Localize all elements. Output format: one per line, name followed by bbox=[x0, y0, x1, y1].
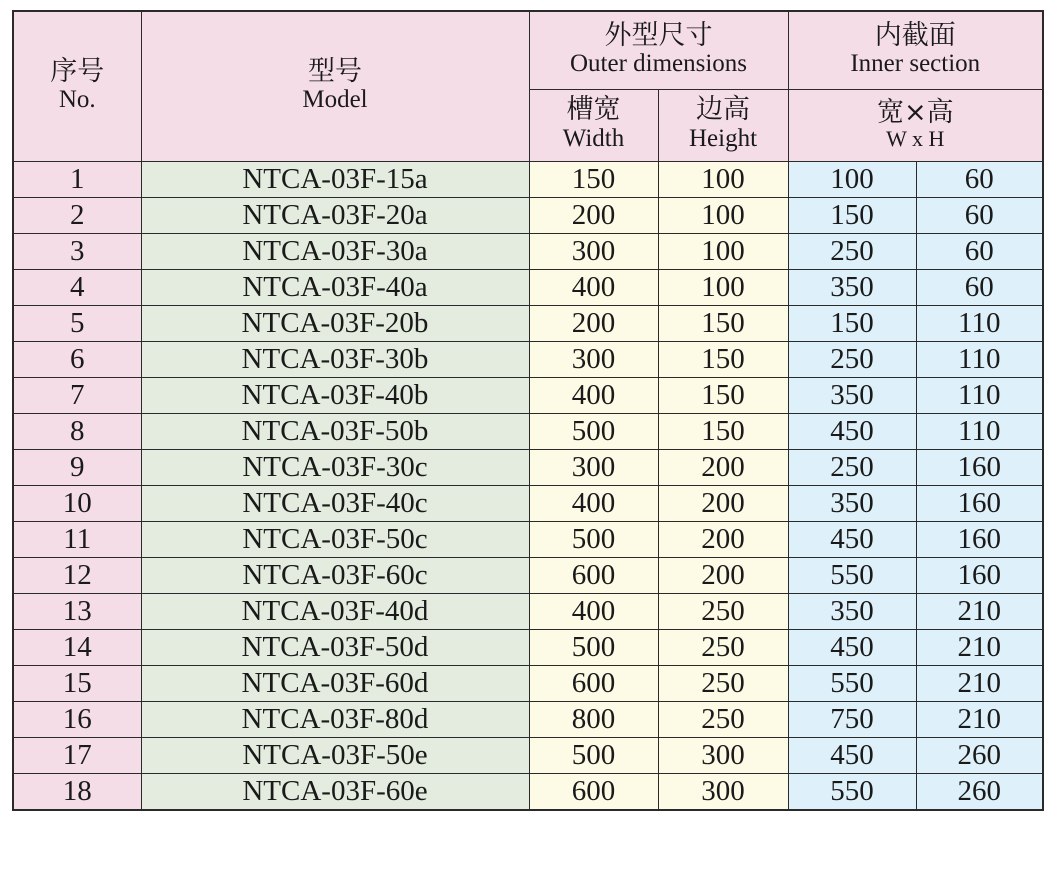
row-height-cell: 200 bbox=[658, 449, 788, 485]
row-inner-height-cell: 110 bbox=[916, 413, 1043, 449]
table-row bbox=[13, 197, 1043, 233]
row-inner-height-cell: 60 bbox=[916, 233, 1043, 269]
row-inner-width-cell: 550 bbox=[788, 773, 916, 810]
row-model-cell: NTCA-03F-15a bbox=[141, 161, 529, 197]
row-no-cell: 5 bbox=[13, 305, 141, 341]
row-inner-width-cell: 250 bbox=[788, 233, 916, 269]
table-body bbox=[13, 11, 1043, 810]
row-width-cell: 200 bbox=[529, 305, 658, 341]
table-row bbox=[13, 665, 1043, 701]
row-width-cell: 600 bbox=[529, 557, 658, 593]
header-inner-zh: 内截面 bbox=[874, 19, 956, 51]
row-model-cell: NTCA-03F-60d bbox=[141, 665, 529, 701]
table-row bbox=[13, 773, 1043, 810]
header-outer-cell bbox=[529, 11, 788, 89]
table-row bbox=[13, 521, 1043, 557]
table-row bbox=[13, 341, 1043, 377]
row-model-cell: NTCA-03F-40b bbox=[141, 377, 529, 413]
header-no-en: No. bbox=[58, 86, 96, 114]
row-inner-width-cell: 350 bbox=[788, 377, 916, 413]
row-inner-width-cell: 450 bbox=[788, 521, 916, 557]
row-no-cell: 3 bbox=[13, 233, 141, 269]
row-inner-height-cell: 210 bbox=[916, 701, 1043, 737]
row-inner-height-cell: 260 bbox=[916, 737, 1043, 773]
row-height-cell: 250 bbox=[658, 629, 788, 665]
row-height-cell: 100 bbox=[658, 233, 788, 269]
row-inner-height-cell: 110 bbox=[916, 341, 1043, 377]
row-height-cell: 250 bbox=[658, 593, 788, 629]
row-inner-width-cell: 550 bbox=[788, 665, 916, 701]
row-inner-width-cell: 450 bbox=[788, 413, 916, 449]
table-row bbox=[13, 449, 1043, 485]
row-no-cell: 4 bbox=[13, 269, 141, 305]
row-inner-width-cell: 350 bbox=[788, 593, 916, 629]
table-row bbox=[13, 629, 1043, 665]
row-width-cell: 600 bbox=[529, 773, 658, 810]
row-width-cell: 400 bbox=[529, 269, 658, 305]
row-inner-height-cell: 60 bbox=[916, 161, 1043, 197]
row-width-cell: 300 bbox=[529, 341, 658, 377]
header-no-zh: 序号 bbox=[50, 55, 105, 87]
row-inner-width-cell: 250 bbox=[788, 341, 916, 377]
row-no-cell: 9 bbox=[13, 449, 141, 485]
row-width-cell: 800 bbox=[529, 701, 658, 737]
row-no-cell: 10 bbox=[13, 485, 141, 521]
row-height-cell: 100 bbox=[658, 161, 788, 197]
row-width-cell: 200 bbox=[529, 197, 658, 233]
header-wh-cell bbox=[788, 89, 1043, 161]
header-inner-en: Inner section bbox=[850, 50, 981, 78]
row-model-cell: NTCA-03F-50b bbox=[141, 413, 529, 449]
row-inner-height-cell: 260 bbox=[916, 773, 1043, 810]
row-no-cell: 7 bbox=[13, 377, 141, 413]
header-row bbox=[13, 11, 1043, 89]
header-outer-en: Outer dimensions bbox=[569, 50, 748, 78]
header-model-en: Model bbox=[302, 86, 368, 114]
row-width-cell: 400 bbox=[529, 377, 658, 413]
table-row bbox=[13, 233, 1043, 269]
row-width-cell: 300 bbox=[529, 233, 658, 269]
row-inner-height-cell: 160 bbox=[916, 521, 1043, 557]
header-wh-zh: 宽×高 bbox=[876, 96, 954, 128]
row-model-cell: NTCA-03F-30b bbox=[141, 341, 529, 377]
table-row bbox=[13, 701, 1043, 737]
row-width-cell: 600 bbox=[529, 665, 658, 701]
row-inner-width-cell: 550 bbox=[788, 557, 916, 593]
row-model-cell: NTCA-03F-80d bbox=[141, 701, 529, 737]
row-inner-width-cell: 150 bbox=[788, 197, 916, 233]
row-height-cell: 250 bbox=[658, 665, 788, 701]
row-model-cell: NTCA-03F-20a bbox=[141, 197, 529, 233]
row-no-cell: 12 bbox=[13, 557, 141, 593]
row-width-cell: 400 bbox=[529, 485, 658, 521]
row-model-cell: NTCA-03F-40c bbox=[141, 485, 529, 521]
row-width-cell: 500 bbox=[529, 521, 658, 557]
row-no-cell: 15 bbox=[13, 665, 141, 701]
row-inner-height-cell: 210 bbox=[916, 593, 1043, 629]
row-inner-width-cell: 750 bbox=[788, 701, 916, 737]
row-model-cell: NTCA-03F-60c bbox=[141, 557, 529, 593]
row-height-cell: 250 bbox=[658, 701, 788, 737]
row-no-cell: 11 bbox=[13, 521, 141, 557]
row-inner-height-cell: 160 bbox=[916, 485, 1043, 521]
row-inner-height-cell: 160 bbox=[916, 557, 1043, 593]
row-height-cell: 150 bbox=[658, 377, 788, 413]
row-no-cell: 1 bbox=[13, 161, 141, 197]
header-inner-cell bbox=[788, 11, 1043, 89]
row-inner-height-cell: 210 bbox=[916, 629, 1043, 665]
row-no-cell: 16 bbox=[13, 701, 141, 737]
row-height-cell: 100 bbox=[658, 197, 788, 233]
row-inner-width-cell: 150 bbox=[788, 305, 916, 341]
row-height-cell: 100 bbox=[658, 269, 788, 305]
row-inner-width-cell: 250 bbox=[788, 449, 916, 485]
row-height-cell: 300 bbox=[658, 737, 788, 773]
header-width-cell bbox=[529, 89, 658, 161]
table-row bbox=[13, 593, 1043, 629]
row-height-cell: 200 bbox=[658, 485, 788, 521]
row-width-cell: 400 bbox=[529, 593, 658, 629]
header-height-zh: 边高 bbox=[696, 94, 750, 126]
row-model-cell: NTCA-03F-40a bbox=[141, 269, 529, 305]
row-model-cell: NTCA-03F-30c bbox=[141, 449, 529, 485]
row-no-cell: 6 bbox=[13, 341, 141, 377]
header-outer-zh: 外型尺寸 bbox=[604, 19, 713, 51]
row-inner-width-cell: 350 bbox=[788, 269, 916, 305]
row-model-cell: NTCA-03F-60e bbox=[141, 773, 529, 810]
table-row bbox=[13, 557, 1043, 593]
row-no-cell: 14 bbox=[13, 629, 141, 665]
row-inner-height-cell: 110 bbox=[916, 377, 1043, 413]
header-model-zh: 型号 bbox=[308, 55, 362, 87]
row-model-cell: NTCA-03F-40d bbox=[141, 593, 529, 629]
row-height-cell: 150 bbox=[658, 305, 788, 341]
table-row bbox=[13, 161, 1043, 197]
row-no-cell: 2 bbox=[13, 197, 141, 233]
row-width-cell: 150 bbox=[529, 161, 658, 197]
row-model-cell: NTCA-03F-50d bbox=[141, 629, 529, 665]
header-no-cell bbox=[13, 11, 141, 161]
row-inner-height-cell: 210 bbox=[916, 665, 1043, 701]
row-model-cell: NTCA-03F-50c bbox=[141, 521, 529, 557]
row-height-cell: 150 bbox=[658, 341, 788, 377]
row-width-cell: 500 bbox=[529, 737, 658, 773]
header-wh-en: W x H bbox=[886, 126, 945, 152]
header-model-cell bbox=[141, 11, 529, 161]
header-width-zh: 槽宽 bbox=[566, 94, 621, 126]
header-height-cell bbox=[658, 89, 788, 161]
table-row bbox=[13, 269, 1043, 305]
row-inner-width-cell: 450 bbox=[788, 737, 916, 773]
row-no-cell: 13 bbox=[13, 593, 141, 629]
table-row bbox=[13, 485, 1043, 521]
header-width-en: Width bbox=[562, 124, 625, 152]
table-row bbox=[13, 305, 1043, 341]
row-width-cell: 500 bbox=[529, 629, 658, 665]
row-height-cell: 200 bbox=[658, 557, 788, 593]
row-model-cell: NTCA-03F-50e bbox=[141, 737, 529, 773]
row-height-cell: 300 bbox=[658, 773, 788, 810]
row-no-cell: 17 bbox=[13, 737, 141, 773]
row-no-cell: 8 bbox=[13, 413, 141, 449]
spec-table bbox=[12, 10, 1044, 811]
table-row bbox=[13, 737, 1043, 773]
row-inner-height-cell: 110 bbox=[916, 305, 1043, 341]
table-row bbox=[13, 377, 1043, 413]
row-height-cell: 150 bbox=[658, 413, 788, 449]
row-inner-height-cell: 60 bbox=[916, 269, 1043, 305]
row-width-cell: 300 bbox=[529, 449, 658, 485]
row-inner-width-cell: 100 bbox=[788, 161, 916, 197]
row-width-cell: 500 bbox=[529, 413, 658, 449]
row-model-cell: NTCA-03F-20b bbox=[141, 305, 529, 341]
row-no-cell: 18 bbox=[13, 773, 141, 810]
row-inner-height-cell: 160 bbox=[916, 449, 1043, 485]
header-height-en: Height bbox=[688, 124, 758, 152]
row-model-cell: NTCA-03F-30a bbox=[141, 233, 529, 269]
row-inner-width-cell: 350 bbox=[788, 485, 916, 521]
row-inner-height-cell: 60 bbox=[916, 197, 1043, 233]
row-height-cell: 200 bbox=[658, 521, 788, 557]
row-inner-width-cell: 450 bbox=[788, 629, 916, 665]
table-row bbox=[13, 413, 1043, 449]
